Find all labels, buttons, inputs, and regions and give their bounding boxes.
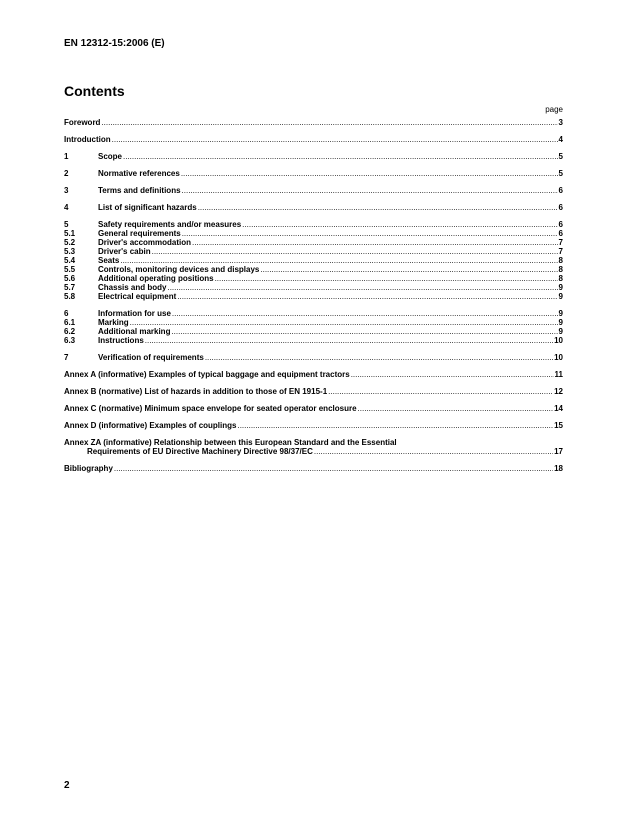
toc-entry-section-7[interactable] bbox=[64, 353, 563, 362]
toc-entry-title: Annex A (informative) Examples of typical baggage and equipment tractors bbox=[64, 370, 350, 379]
toc-entry-annex-za[interactable] bbox=[64, 438, 563, 456]
toc-entry-title: Annex C (normative) Minimum space envelope for seated operator enclosure bbox=[64, 404, 357, 413]
toc-leader-dots bbox=[237, 421, 553, 430]
toc-entry-title: Electrical equipment bbox=[98, 292, 177, 301]
toc-entry-page: 6 bbox=[558, 186, 563, 195]
toc-entry-title: Safety requirements and/or measures bbox=[98, 220, 242, 229]
toc-leader-dots bbox=[314, 447, 553, 456]
toc-entry-page: 5 bbox=[558, 169, 563, 178]
toc-entry-title: Seats bbox=[98, 256, 120, 265]
toc-entry-section-6-3[interactable] bbox=[64, 336, 563, 345]
toc-entry-page: 7 bbox=[558, 238, 563, 247]
toc-entry-section-5-5[interactable] bbox=[64, 265, 563, 274]
toc-entry-number: 3 bbox=[64, 186, 69, 195]
toc-entry-annex-c[interactable] bbox=[64, 404, 563, 413]
toc-leader-dots bbox=[358, 404, 554, 413]
toc-entry-title: Scope bbox=[98, 152, 123, 161]
toc-entry-number: 7 bbox=[64, 353, 69, 362]
toc-entry-section-5-7[interactable] bbox=[64, 283, 563, 292]
toc-leader-dots bbox=[242, 220, 557, 229]
toc-leader-dots bbox=[177, 292, 557, 301]
toc-entry-title: Driver's cabin bbox=[98, 247, 151, 256]
toc-entry-title: Chassis and body bbox=[98, 283, 167, 292]
toc-leader-dots bbox=[192, 238, 558, 247]
toc-leader-dots bbox=[328, 387, 553, 396]
toc-entry-page: 17 bbox=[554, 447, 563, 456]
toc-leader-dots bbox=[198, 203, 558, 212]
toc-entry-title-line2-row bbox=[64, 447, 563, 456]
toc-entry-page: 8 bbox=[558, 265, 563, 274]
toc-entry-title: Information for use bbox=[98, 309, 171, 318]
toc-entry-title: Additional operating positions bbox=[98, 274, 214, 283]
toc-leader-dots bbox=[171, 327, 557, 336]
page-column-label: page bbox=[545, 105, 563, 114]
toc-leader-dots bbox=[120, 256, 557, 265]
toc-leader-dots bbox=[182, 229, 558, 238]
toc-entry-section-5-1[interactable] bbox=[64, 229, 563, 238]
toc-entry-page: 9 bbox=[558, 309, 563, 318]
toc-entry-number: 6.2 bbox=[64, 327, 76, 336]
toc-entry-number: 5.1 bbox=[64, 229, 76, 238]
toc-entry-number: 2 bbox=[64, 169, 69, 178]
toc-entry-page: 15 bbox=[554, 421, 563, 430]
toc-leader-dots bbox=[351, 370, 554, 379]
toc-entry-section-5-8[interactable] bbox=[64, 292, 563, 301]
toc-entry-title: Introduction bbox=[64, 135, 111, 144]
toc-leader-dots bbox=[145, 336, 553, 345]
toc-entry-title: Annex D (informative) Examples of couplings bbox=[64, 421, 237, 430]
toc-leader-dots bbox=[260, 265, 557, 274]
toc-entry-title: General requirements bbox=[98, 229, 181, 238]
toc-leader-dots bbox=[130, 318, 558, 327]
toc-entry-page: 9 bbox=[558, 318, 563, 327]
toc-entry-title: Bibliography bbox=[64, 464, 113, 473]
toc-entry-page: 3 bbox=[558, 118, 563, 127]
toc-entry-page: 10 bbox=[554, 353, 563, 362]
toc-leader-dots bbox=[205, 353, 553, 362]
toc-entry-foreword[interactable] bbox=[64, 118, 563, 127]
toc-entry-title: Foreword bbox=[64, 118, 101, 127]
toc-leader-dots bbox=[101, 118, 557, 127]
toc-entry-number: 5.5 bbox=[64, 265, 76, 274]
toc-entry-title-line2: Requirements of EU Directive Machinery Directive 98/37/EC bbox=[87, 447, 313, 456]
toc-entry-number: 5.7 bbox=[64, 283, 76, 292]
page-number: 2 bbox=[64, 780, 70, 791]
toc-entry-section-5-2[interactable] bbox=[64, 238, 563, 247]
toc-entry-title-line1: Annex ZA (informative) Relationship between this European Standard and the Essential bbox=[64, 438, 397, 447]
toc-entry-number: 5.8 bbox=[64, 292, 76, 301]
toc-entry-title: Instructions bbox=[98, 336, 144, 345]
toc-entry-section-3[interactable] bbox=[64, 186, 563, 195]
toc-entry-section-5[interactable] bbox=[64, 220, 563, 229]
toc-leader-dots bbox=[181, 169, 558, 178]
toc-entry-section-2[interactable] bbox=[64, 169, 563, 178]
toc-entry-annex-b[interactable] bbox=[64, 387, 563, 396]
toc-entry-number: 5.3 bbox=[64, 247, 76, 256]
toc-leader-dots bbox=[167, 283, 557, 292]
toc-entry-number: 5 bbox=[64, 220, 69, 229]
toc-entry-page: 12 bbox=[554, 387, 563, 396]
toc-entry-number: 4 bbox=[64, 203, 69, 212]
toc-entry-page: 7 bbox=[558, 247, 563, 256]
toc-entry-title: Annex B (normative) List of hazards in addition to those of EN 1915-1 bbox=[64, 387, 328, 396]
toc-entry-number: 5.6 bbox=[64, 274, 76, 283]
toc-entry-bibliography[interactable] bbox=[64, 464, 563, 473]
toc-entry-title: Additional marking bbox=[98, 327, 171, 336]
toc-entry-page: 9 bbox=[558, 292, 563, 301]
toc-entry-section-5-3[interactable] bbox=[64, 247, 563, 256]
toc-entry-section-6-2[interactable] bbox=[64, 327, 563, 336]
toc-entry-section-4[interactable] bbox=[64, 203, 563, 212]
toc-entry-number: 5.2 bbox=[64, 238, 76, 247]
toc-entry-section-5-4[interactable] bbox=[64, 256, 563, 265]
toc-leader-dots bbox=[123, 152, 558, 161]
toc-leader-dots bbox=[114, 464, 553, 473]
toc-leader-dots bbox=[112, 135, 558, 144]
toc-entry-page: 18 bbox=[554, 464, 563, 473]
toc-leader-dots bbox=[215, 274, 558, 283]
table-of-contents bbox=[64, 118, 563, 473]
toc-entry-page: 9 bbox=[558, 327, 563, 336]
toc-entry-title: Normative references bbox=[98, 169, 180, 178]
toc-entry-title: Driver's accommodation bbox=[98, 238, 192, 247]
toc-entry-title: Marking bbox=[98, 318, 129, 327]
toc-entry-page: 9 bbox=[558, 283, 563, 292]
toc-entry-page: 4 bbox=[558, 135, 563, 144]
toc-entry-page: 6 bbox=[558, 203, 563, 212]
toc-entry-number: 6 bbox=[64, 309, 69, 318]
document-header: EN 12312-15:2006 (E) bbox=[64, 38, 165, 49]
toc-entry-page: 6 bbox=[558, 220, 563, 229]
toc-entry-page: 6 bbox=[558, 229, 563, 238]
toc-entry-page: 5 bbox=[558, 152, 563, 161]
toc-entry-page: 11 bbox=[554, 370, 563, 379]
toc-leader-dots bbox=[182, 186, 558, 195]
toc-entry-title: Controls, monitoring devices and displays bbox=[98, 265, 260, 274]
toc-entry-title: List of significant hazards bbox=[98, 203, 197, 212]
toc-entry-title: Verification of requirements bbox=[98, 353, 204, 362]
toc-entry-section-6[interactable] bbox=[64, 309, 563, 318]
page-title: Contents bbox=[64, 83, 125, 99]
toc-entry-annex-a[interactable] bbox=[64, 370, 563, 379]
toc-entry-annex-d[interactable] bbox=[64, 421, 563, 430]
toc-entry-page: 10 bbox=[554, 336, 563, 345]
toc-leader-dots bbox=[172, 309, 558, 318]
toc-entry-number: 5.4 bbox=[64, 256, 76, 265]
toc-entry-page: 8 bbox=[558, 274, 563, 283]
toc-entry-introduction[interactable] bbox=[64, 135, 563, 144]
toc-entry-title: Terms and definitions bbox=[98, 186, 181, 195]
toc-entry-section-5-6[interactable] bbox=[64, 274, 563, 283]
toc-entry-section-1[interactable] bbox=[64, 152, 563, 161]
toc-entry-page: 8 bbox=[558, 256, 563, 265]
toc-entry-number: 1 bbox=[64, 152, 69, 161]
toc-entry-number: 6.1 bbox=[64, 318, 76, 327]
toc-entry-page: 14 bbox=[554, 404, 563, 413]
toc-leader-dots bbox=[152, 247, 558, 256]
toc-entry-section-6-1[interactable] bbox=[64, 318, 563, 327]
toc-entry-number: 6.3 bbox=[64, 336, 76, 345]
